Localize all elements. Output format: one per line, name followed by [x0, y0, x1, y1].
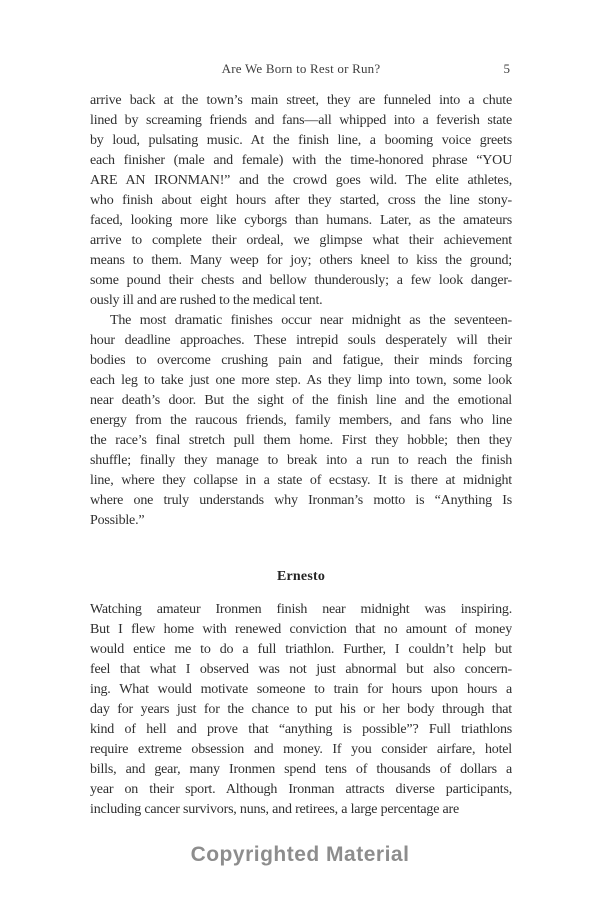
text-line: Watching amateur Ironmen finish near midnight was inspiring. — [90, 602, 512, 617]
text-line: energy from the raucous friends, family members, and fans who line — [90, 413, 512, 428]
text-line: arrive back at the town’s main street, they are funneled into a chute — [90, 93, 512, 108]
text-line: each leg to take just one more step. As they limp into town, some look — [90, 373, 512, 388]
copyright-notice: Copyrighted Material — [190, 843, 410, 866]
text-line: Possible.” — [90, 513, 145, 528]
text-line: ously ill and are rushed to the medical tent. — [90, 293, 323, 308]
text-line: who finish about eight hours after they started, cross the line stony- — [90, 193, 512, 208]
text-line: kind of hell and prove that “anything is possible”? Full triathlons — [90, 722, 512, 737]
text-line: faced, looking more like cyborgs than humans. Later, as the amateurs — [90, 213, 512, 228]
text-line: each finisher (male and female) with the time-honored phrase “YOU — [90, 153, 512, 168]
text-line: line, where they collapse in a state of ecstasy. It is there at midnight — [90, 473, 512, 488]
text-line: day for years just for the chance to put his or her body through that — [90, 702, 512, 717]
text-line: would entice me to do a full triathlon. Further, I couldn’t help but — [90, 642, 512, 657]
text-line: require extreme obsession and money. If you consider airfare, hotel — [90, 742, 512, 757]
paragraph-ernesto-reflection — [90, 600, 512, 820]
text-line: where one truly understands why Ironman’s motto is “Anything Is — [90, 493, 512, 508]
text-line: bodies to overcome crushing pain and fatigue, their minds forcing — [90, 353, 512, 368]
text-line: ing. What would motivate someone to train for hours upon hours a — [90, 682, 512, 697]
text-line: the race’s final stretch pull them home. First they hobble; then they — [90, 433, 512, 448]
page-header — [90, 60, 512, 78]
text-line: near death’s door. But the sight of the finish line and the emotional — [90, 393, 512, 408]
text-line: The most dramatic finishes occur near midnight as the seventeen- — [110, 313, 512, 328]
text-line: lined by screaming friends and fans—all whipped into a feverish state — [90, 113, 512, 128]
paragraph-midnight-finishes — [90, 311, 512, 531]
text-line: feel that what I observed was not just abnormal but also concern- — [90, 662, 512, 677]
text-line: But I flew home with renewed conviction that no amount of money — [90, 622, 512, 637]
section-heading: Ernesto — [276, 569, 326, 584]
text-line: shuffle; finally they manage to break into a run to reach the finish — [90, 453, 512, 468]
text-line: some pound their chests and bellow thunderously; a few look danger- — [90, 273, 512, 288]
body-text — [90, 91, 512, 820]
text-line: arrive to complete their ordeal, we glimpse what their achievement — [90, 233, 512, 248]
text-line: bills, and gear, many Ironmen spend tens of thousands of dollars a — [90, 762, 512, 777]
page-number: 5 — [503, 61, 510, 76]
text-line: means to them. Many weep for joy; others kneel to kiss the ground; — [90, 253, 512, 268]
text-line: year on their sport. Although Ironman attracts diverse participants, — [90, 782, 512, 797]
running-head-title: Are We Born to Rest or Run? — [221, 61, 381, 76]
text-line: by loud, pulsating music. At the finish line, a booming voice greets — [90, 133, 512, 148]
paragraph-ironman-finish-line — [90, 91, 512, 311]
text-line: including cancer survivors, nuns, and retirees, a large percentage are — [90, 802, 460, 817]
text-line: hour deadline approaches. These intrepid souls desperately will their — [90, 333, 512, 348]
text-line: ARE AN IRONMAN!” and the crowd goes wild. The elite athletes, — [90, 173, 512, 188]
